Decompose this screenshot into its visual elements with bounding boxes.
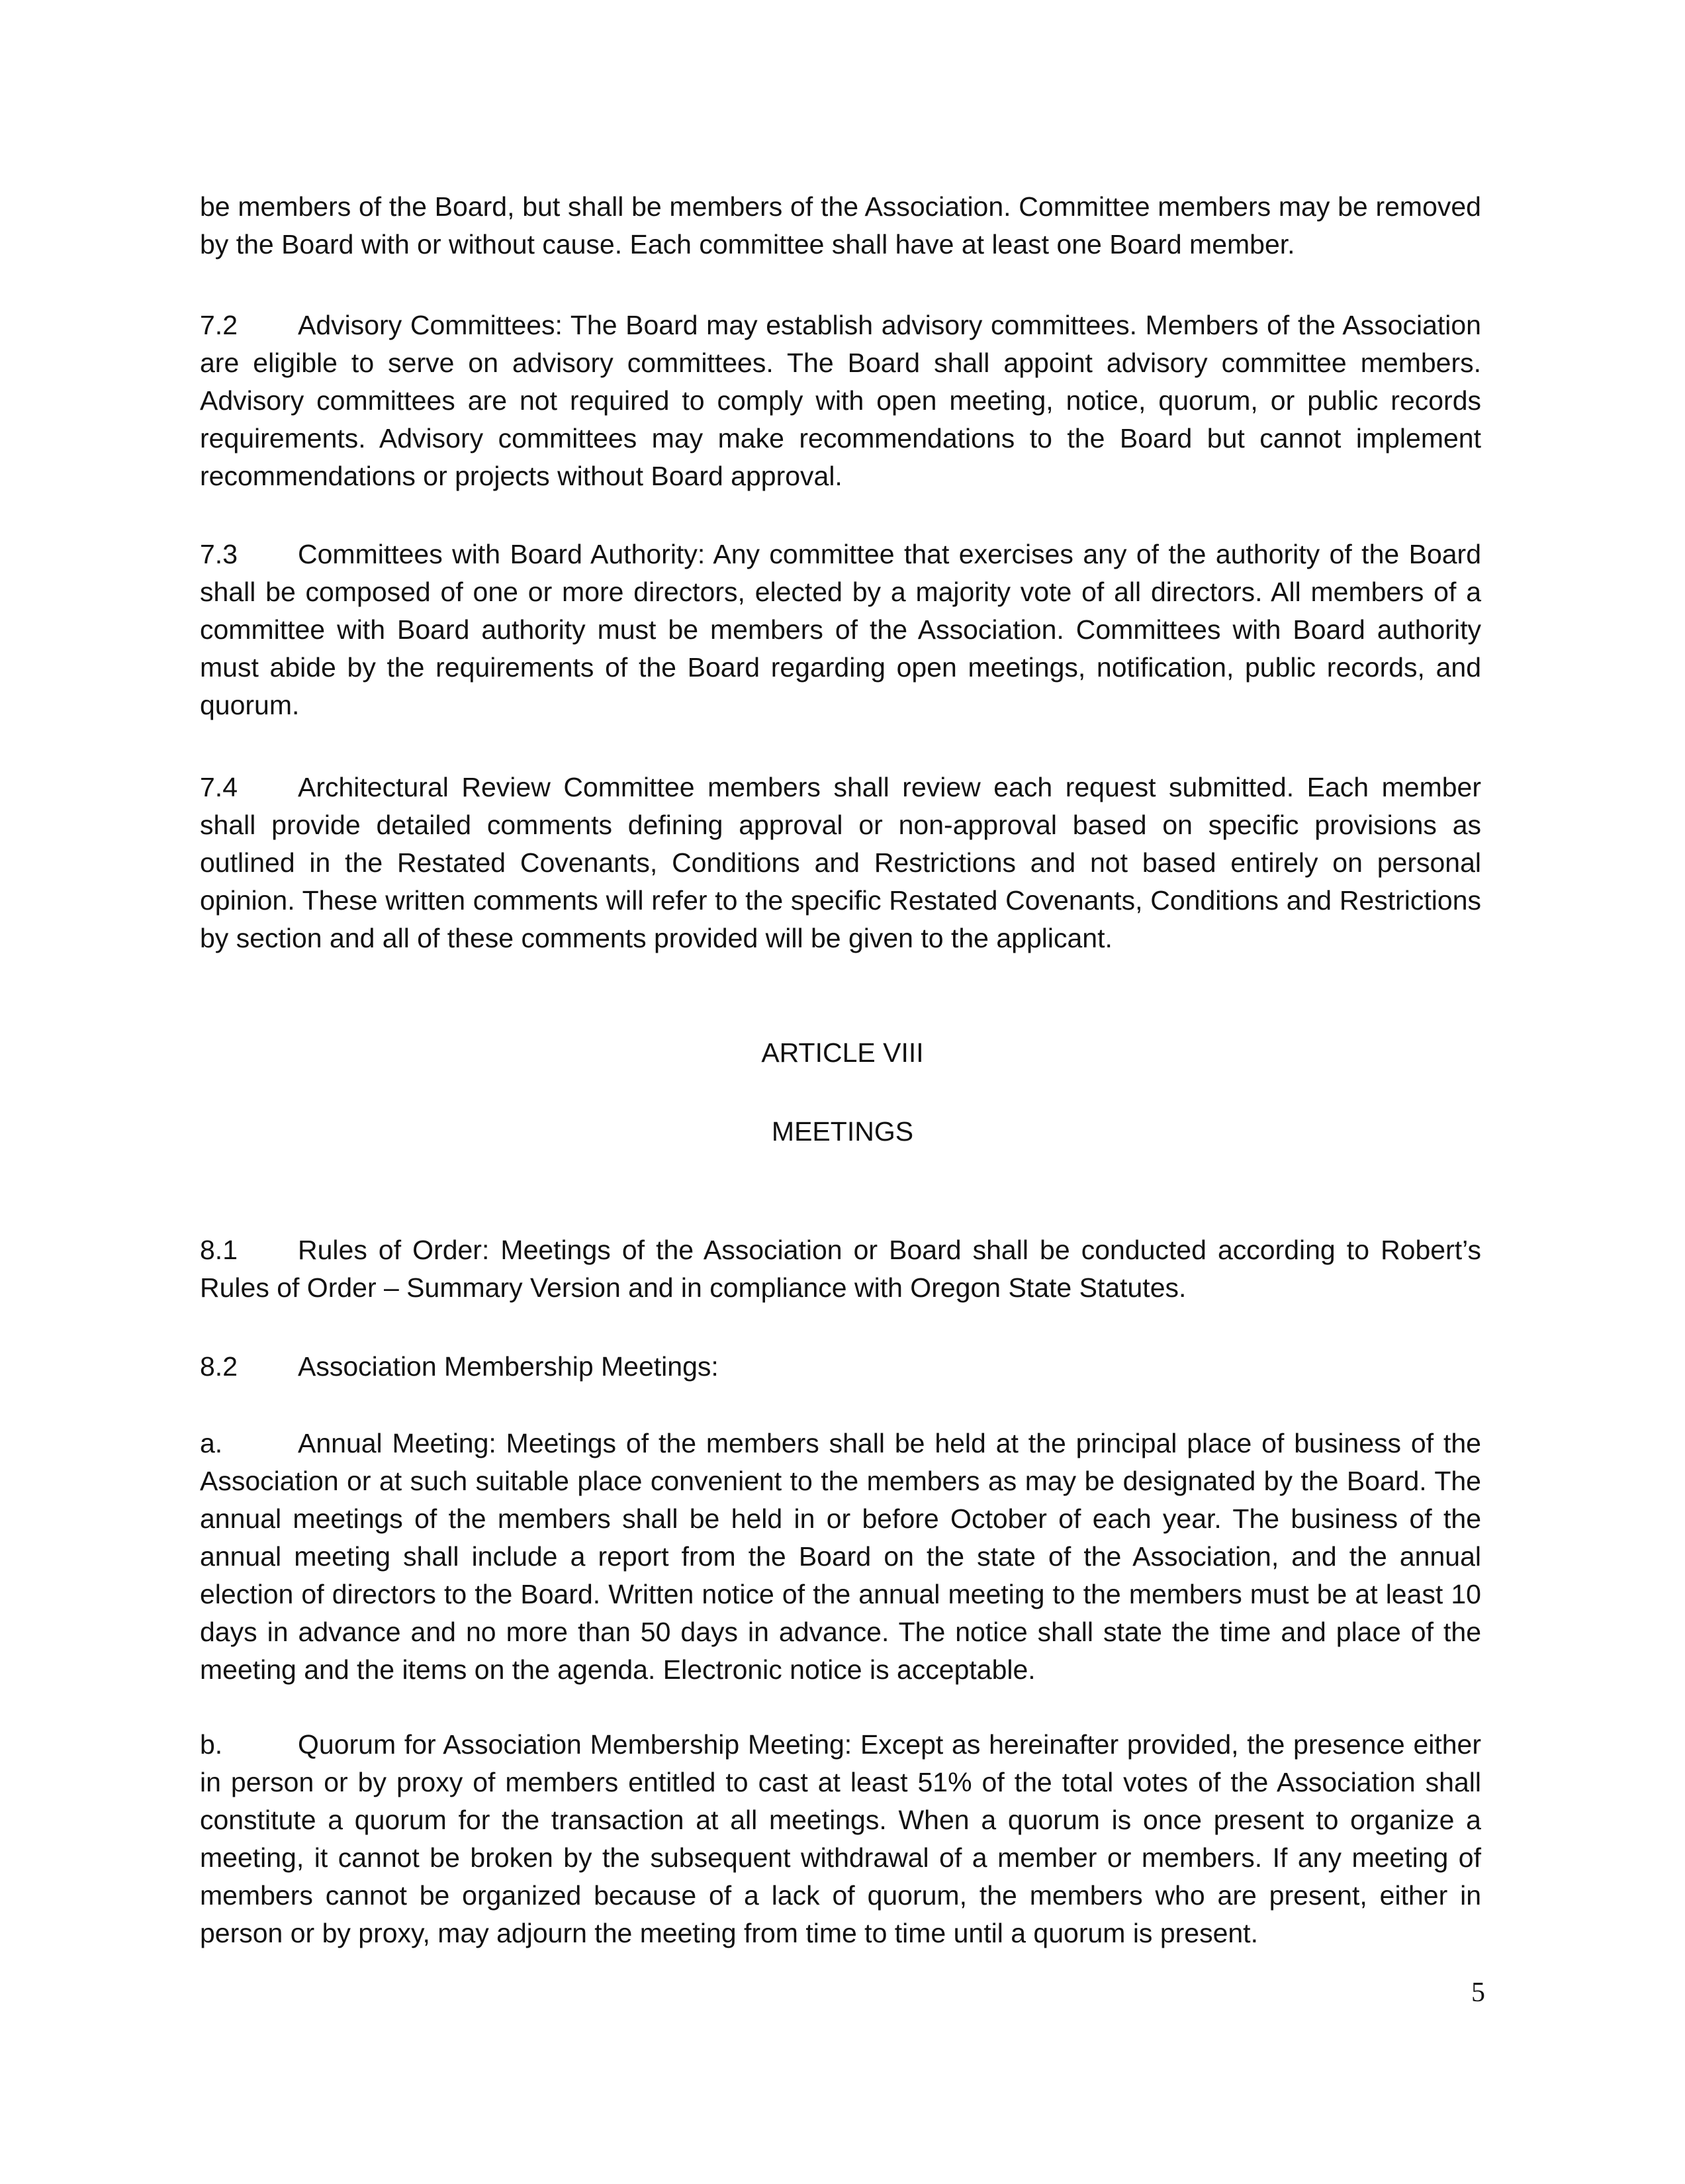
section-8-1 bbox=[200, 1231, 1481, 1307]
item-text: Annual Meeting: Meetings of the members shall be held at the principal place of business of the Association or at such suitable place convenient to the members as may be designated by the Board. The annual meetings of the members shall be held in or before October of each year. The business of the annual meeting shall include a report from the Board on the state of the Association, and the annual election of directors to the Board. Written notice of the annual meeting to the members must be at least 10 days in advance and no more than 50 days in advance. The notice shall state the time and place of the meeting and the items on the agenda. Electronic notice is acceptable. bbox=[200, 1428, 1481, 1685]
section-7-4 bbox=[200, 769, 1481, 957]
article-number: ARTICLE VIII bbox=[761, 1037, 924, 1068]
section-number: 7.2 bbox=[200, 310, 238, 340]
item-label: a. bbox=[200, 1428, 223, 1458]
item-b bbox=[200, 1726, 1481, 1952]
section-text: Rules of Order: Meetings of the Association or Board shall be conducted according to Robert’s Rules of Order – Summary Version and in compliance with Oregon State Statutes. bbox=[200, 1235, 1481, 1303]
item-a bbox=[200, 1425, 1481, 1689]
section-7-3 bbox=[200, 536, 1481, 724]
section-7-2 bbox=[200, 307, 1481, 495]
section-number: 8.2 bbox=[200, 1351, 238, 1382]
section-text: Association Membership Meetings: bbox=[298, 1351, 719, 1382]
section-text: Architectural Review Committee members shall review each request submitted. Each member shall provide detailed comments defining approval or non-approval based on specific provisions as outlined in the Restated Covenants, Conditions and Restrictions and not based entirely on personal opinion. These written comments will refer to the specific Restated Covenants, Conditions and Restrictions by section and all of these comments provided will be given to the applicant. bbox=[200, 772, 1481, 953]
section-number: 8.1 bbox=[200, 1235, 238, 1265]
item-label: b. bbox=[200, 1729, 223, 1760]
page-number: 5 bbox=[1471, 1977, 1485, 2008]
section-number: 7.3 bbox=[200, 539, 238, 569]
section-number: 7.4 bbox=[200, 772, 238, 802]
article-title: MEETINGS bbox=[771, 1116, 914, 1147]
section-text: Committees with Board Authority: Any committee that exercises any of the authority of the Board shall be composed of one or more directors, elected by a majority vote of all directors. All members of a committee with Board authority must be members of the Association. Committees with Board authority must abide by the requirements of the Board regarding open meetings, notification, public records, and quorum. bbox=[200, 539, 1481, 720]
intro-paragraph bbox=[200, 188, 1481, 263]
section-8-2 bbox=[200, 1348, 1481, 1386]
section-text: Advisory Committees: The Board may establish advisory committees. Members of the Association are eligible to serve on advisory committees. The Board shall appoint advisory committee members. Advisory committees are not required to comply with open meeting, notice, quorum, or public records requirements. Advisory committees may make recommendations to the Board but cannot implement recommendations or projects without Board approval. bbox=[200, 310, 1481, 491]
intro-text: be members of the Board, but shall be members of the Association. Committee members may be removed by the Board with or without cause. Each committee shall have at least one Board member. bbox=[200, 191, 1481, 260]
item-text: Quorum for Association Membership Meeting: Except as hereinafter provided, the presence either in person or by proxy of members entitled to cast at least 51% of the total votes of the Association shall constitute a quorum for the transaction at all meetings. When a quorum is once present to organize a meeting, it cannot be broken by the subsequent withdrawal of a member or members. If any meeting of members cannot be organized because of a lack of quorum, the members who are present, either in person or by proxy, may adjourn the meeting from time to time until a quorum is present. bbox=[200, 1729, 1481, 1948]
